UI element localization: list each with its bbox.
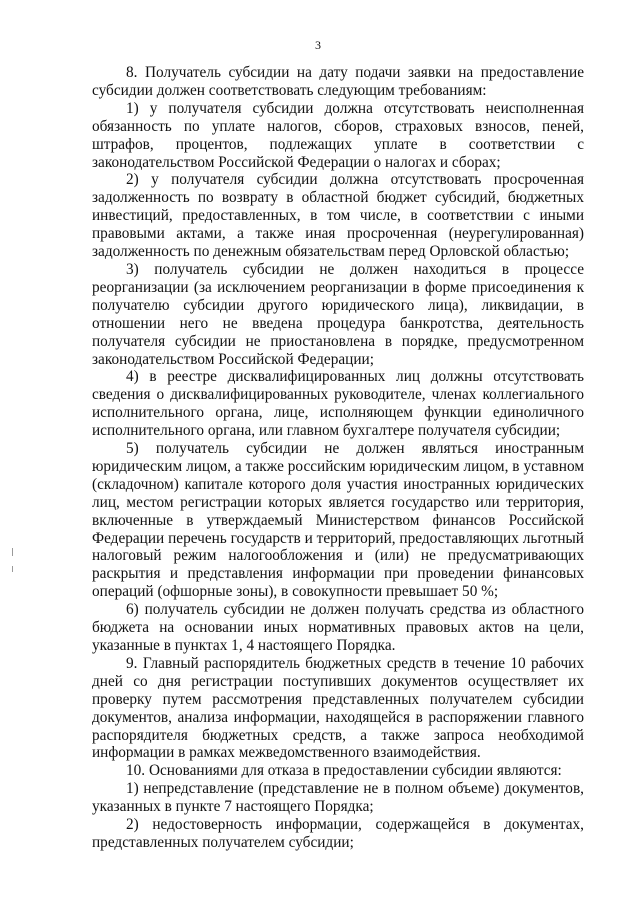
paragraph-10-heading: 10. Основаниями для отказа в предоставлении субсидии являются:: [126, 762, 562, 780]
paragraph-10-item-2: 2) недостоверность информации, содержащейся в документах, представленных получателем субсидии;: [92, 816, 584, 851]
paragraph-8-item-5: 5) получатель субсидии не должен являться иностранным юридическим лицом, а также российским юридическим лицом, в уставном (складочном) капитале которого доля участия иностранных юридических лиц, местом регистрации которых является государство или территория, включенные в утверждаемый Министерством финансов Российской Федерации перечень государств и территорий, предоставляющих льготный налоговый режим налогообложения и (или) не предусматривающих раскрытия и представления информации при проведении финансовых операций (офшорные зоны), в совокупности превышает 50 %;: [92, 440, 584, 601]
document-body: [92, 64, 584, 852]
paragraph-10-item-1: 1) непредставление (представление не в полном объеме) документов, указанных в пункте 7 настоящего Порядка;: [92, 780, 584, 816]
paragraph-8-requirements: 8. Получатель субсидии на дату подачи заявки на предоставление субсидии должен соответствовать следующим требованиям:: [92, 64, 584, 99]
scan-margin-mark: [12, 566, 13, 572]
paragraph-8-item-2: 2) у получателя субсидии должна отсутствовать просроченная задолженность по возврату в областной бюджет субсидий, бюджетных инвестиций, предоставленных, в том числе, в соответствии с иными правовыми актами, а также иная просроченная (неурегулированная) задолженность по денежным обязательствам перед Орловской областью;: [92, 171, 584, 261]
paragraph-9: 9. Главный распорядитель бюджетных средств в течение 10 рабочих дней со дня регистрации поступивших документов осуществляет их проверку путем рассмотрения представленных получателем субсидии документов, анализа информации, находящейся в распоряжении главного распорядителя бюджетных средств, а также запроса необходимой информации в рамках межведомственного взаимодействия.: [92, 654, 584, 762]
paragraph-8-item-1: 1) у получателя субсидии должна отсутствовать неисполненная обязанность по уплате налогов, сборов, страховых взносов, пеней, штрафов, процентов, подлежащих уплате в соответствии с законодательством Российской Федерации о налогах и сборах;: [92, 99, 584, 171]
paragraph-8-item-3: 3) получатель субсидии не должен находиться в процессе реорганизации (за исключением реорганизации в форме присоединения к получателю субсидии другого юридического лица), ликвидации, в отношении него не введена процедура банкротства, деятельность получателя субсидии не приостановлена в порядке, предусмотренном законодательством Российской Федерации;: [92, 260, 584, 368]
page-number: 3: [315, 38, 321, 52]
scan-margin-mark: [12, 548, 13, 556]
paragraph-8-item-4: 4) в реестре дисквалифицированных лиц должны отсутствовать сведения о дисквалифицированных руководителе, членах коллегиального исполнительного органа, лице, исполняющем функции единоличного исполнительного органа, или главном бухгалтере получателя субсидии;: [92, 368, 584, 440]
paragraph-8-item-6: 6) получатель субсидии не должен получать средства из областного бюджета на основании иных нормативных правовых актов на цели, указанные в пунктах 1, 4 настоящего Порядка.: [92, 601, 584, 654]
